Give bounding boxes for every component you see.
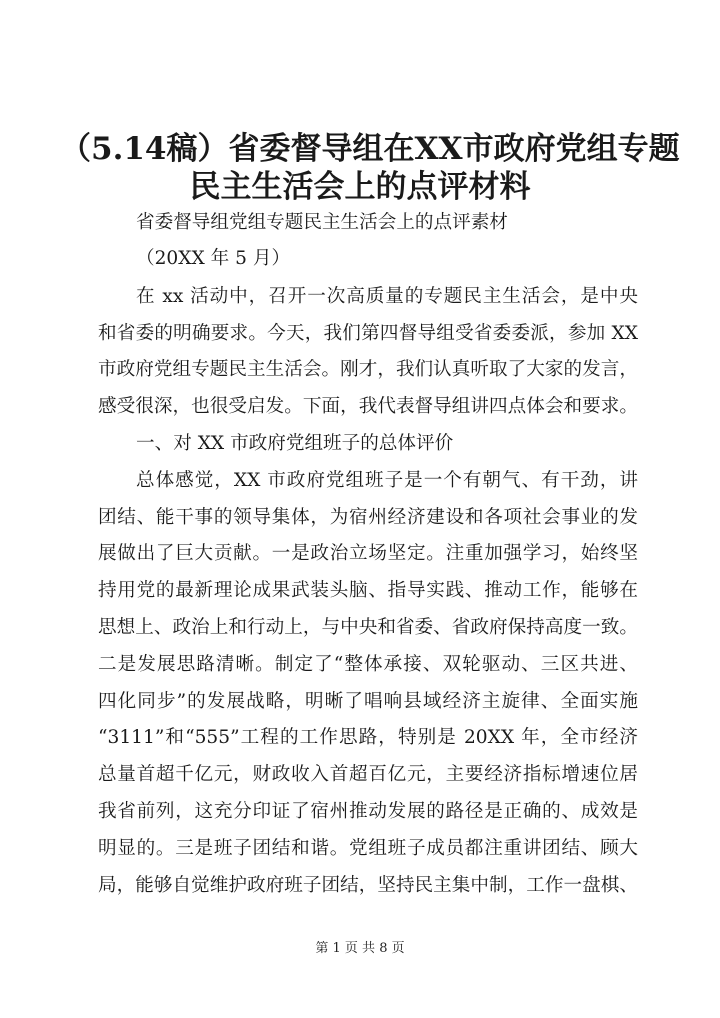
paragraph-line: 在 xx 活动中，召开一次高质量的专题民主生活会，是中央 <box>136 286 638 307</box>
paragraph-line: 持用党的最新理论成果武装头脑、指导实践、推动工作，能够在 <box>98 580 638 601</box>
document-title-line-2: 民主生活会上的点评材料 <box>189 169 531 205</box>
document-date: （20XX 年 5 月） <box>136 248 291 269</box>
page-indicator: 第 1 页 共 8 页 <box>315 941 405 956</box>
paragraph-line: 市政府党组专题民主生活会。刚才，我们认真听取了大家的发言， <box>98 359 638 380</box>
paragraph-line: “3111”和“555”工程的工作思路，特别是 20XX 年，全市经济 <box>98 727 638 748</box>
paragraph-line: 思想上、政治上和行动上，与中央和省委、省政府保持高度一致。 <box>98 617 638 638</box>
paragraph-line: 展做出了巨大贡献。一是政治立场坚定。注重加强学习，始终坚 <box>98 543 638 564</box>
paragraph-line: 局，能够自觉维护政府班子团结，坚持民主集中制，工作一盘棋、 <box>98 875 638 896</box>
paragraph-line: 我省前列，这充分印证了宿州推动发展的路径是正确的、成效是 <box>98 801 638 822</box>
paragraph-line: 感受很深，也很受启发。下面，我代表督导组讲四点体会和要求。 <box>98 396 638 417</box>
section-heading-1: 一、对 XX 市政府党组班子的总体评价 <box>136 433 454 454</box>
paragraph-line: 和省委的明确要求。今天，我们第四督导组受省委委派，参加 XX <box>98 323 638 344</box>
paragraph-line: 四化同步”的发展战略，明晰了唱响县域经济主旋律、全面实施 <box>98 691 638 712</box>
document-title-line-1: （5.14稿）省委督导组在XX市政府党组专题 <box>60 131 680 167</box>
paragraph-line: 总体感觉，XX 市政府党组班子是一个有朝气、有干劲，讲 <box>136 470 638 491</box>
paragraph-line: 总量首超千亿元，财政收入首超百亿元，主要经济指标增速位居 <box>98 764 638 785</box>
paragraph-line: 明显的。三是班子团结和谐。党组班子成员都注重讲团结、顾大 <box>98 838 638 859</box>
document-subtitle: 省委督导组党组专题民主生活会上的点评素材 <box>136 212 508 233</box>
paragraph-line: 二是发展思路清晰。制定了“整体承接、双轮驱动、三区共进、 <box>98 654 638 675</box>
paragraph-line: 团结、能干事的领导集体，为宿州经济建设和各项社会事业的发 <box>98 507 638 528</box>
